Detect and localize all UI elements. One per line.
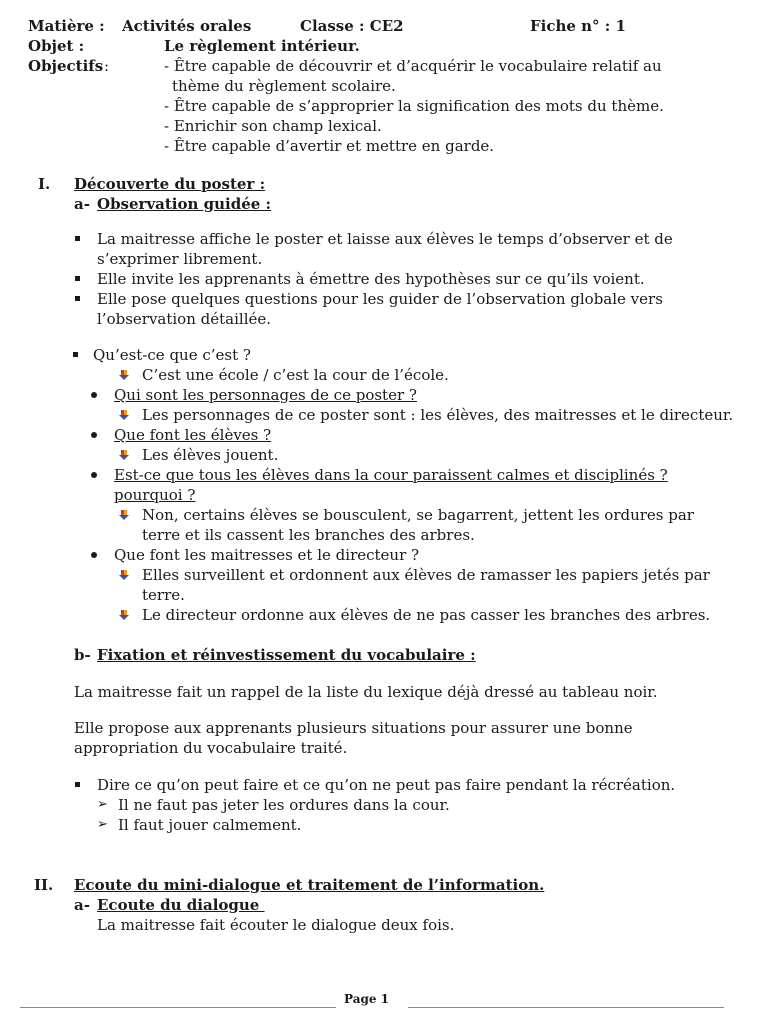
question: Qu’est-ce que c’est ? bbox=[93, 346, 251, 364]
square-bullet-icon bbox=[75, 296, 80, 301]
list-item: l’observation détaillée. bbox=[97, 310, 272, 328]
square-bullet-icon bbox=[75, 276, 80, 281]
answer: Non, certains élèves se bousculent, se bagarrent, jettent les ordures par bbox=[142, 506, 694, 524]
footer-divider bbox=[408, 1007, 724, 1008]
matiere-value: Activités orales bbox=[122, 17, 252, 35]
down-arrow-icon bbox=[118, 569, 130, 581]
square-bullet-icon bbox=[73, 352, 78, 357]
objectif-line: - Enrichir son champ lexical. bbox=[164, 117, 382, 135]
fiche-number: Fiche n° : 1 bbox=[530, 17, 626, 35]
page-number: Page 1 bbox=[344, 992, 390, 1006]
matiere-label: Matière : bbox=[28, 17, 105, 35]
paragraph: Elle propose aux apprenants plusieurs situations pour assurer une bonne bbox=[74, 719, 633, 737]
question: Que font les élèves ? bbox=[114, 426, 272, 444]
list-item: s’exprimer librement. bbox=[97, 250, 263, 268]
paragraph: La maitresse fait un rappel de la liste du lexique déjà dressé au tableau noir. bbox=[74, 683, 658, 701]
subsection-a-title: Ecoute du dialogue bbox=[97, 896, 265, 914]
question: pourquoi ? bbox=[114, 486, 196, 504]
classe: Classe : CE2 bbox=[300, 17, 404, 35]
objet-label: Objet : bbox=[28, 37, 85, 55]
subsection-a-title: Observation guidée : bbox=[97, 195, 272, 213]
square-bullet-icon bbox=[75, 782, 80, 787]
question: Est-ce que tous les élèves dans la cour paraissent calmes et disciplinés ? bbox=[114, 466, 668, 484]
question: Que font les maitresses et le directeur ? bbox=[114, 546, 420, 564]
list-item: La maitresse affiche le poster et laisse aux élèves le temps d’observer et de bbox=[97, 230, 673, 248]
section-1-number: I. bbox=[38, 175, 51, 193]
objectif-line: thème du règlement scolaire. bbox=[172, 77, 396, 95]
objectifs-label: Objectifs bbox=[28, 57, 104, 75]
paragraph: appropriation du vocabulaire traité. bbox=[74, 739, 348, 757]
round-bullet-icon bbox=[91, 552, 97, 558]
subsection-b-title: Fixation et réinvestissement du vocabulaire : bbox=[97, 646, 476, 664]
answer: Les personnages de ce poster sont : les élèves, des maitresses et le directeur. bbox=[142, 406, 734, 424]
list-item: Elle invite les apprenants à émettre des hypothèses sur ce qu’ils voient. bbox=[97, 270, 645, 288]
objectif-line: - Être capable d’avertir et mettre en garde. bbox=[164, 137, 495, 155]
footer-divider bbox=[20, 1007, 336, 1008]
rule-item: Il ne faut pas jeter les ordures dans la cour. bbox=[118, 796, 450, 814]
rule-item: Il faut jouer calmement. bbox=[118, 816, 302, 834]
down-arrow-icon bbox=[118, 509, 130, 521]
square-bullet-icon bbox=[75, 236, 80, 241]
round-bullet-icon bbox=[91, 432, 97, 438]
round-bullet-icon bbox=[91, 472, 97, 478]
section-2-number: II. bbox=[34, 876, 54, 894]
down-arrow-icon bbox=[118, 409, 130, 421]
answer: terre et ils cassent les branches des arbres. bbox=[142, 526, 475, 544]
list-item: Elle pose quelques questions pour les guider de l’observation globale vers bbox=[97, 290, 663, 308]
down-arrow-icon bbox=[118, 609, 130, 621]
subsection-b-number: b- bbox=[74, 646, 91, 664]
list-item: Dire ce qu’on peut faire et ce qu’on ne peut pas faire pendant la récréation. bbox=[97, 776, 676, 794]
section-1-title: Découverte du poster : bbox=[74, 175, 266, 193]
objectif-line: - Être capable de s’approprier la signification des mots du thème. bbox=[164, 97, 664, 115]
answer: Elles surveillent et ordonnent aux élèves de ramasser les papiers jetés par bbox=[142, 566, 710, 584]
chevron-right-icon: ➢ bbox=[97, 797, 108, 812]
down-arrow-icon bbox=[118, 449, 130, 461]
section-2-title: Ecoute du mini-dialogue et traitement de l’information. bbox=[74, 876, 545, 894]
chevron-right-icon: ➢ bbox=[97, 817, 108, 832]
objectif-line: - Être capable de découvrir et d’acquérir le vocabulaire relatif au bbox=[164, 57, 662, 75]
paragraph: La maitresse fait écouter le dialogue deux fois. bbox=[97, 916, 455, 934]
answer: Les élèves jouent. bbox=[142, 446, 279, 464]
answer: C’est une école / c’est la cour de l’école. bbox=[142, 366, 449, 384]
subsection-a-number: a- bbox=[74, 195, 90, 213]
subsection-a-number: a- bbox=[74, 896, 90, 914]
objet-value: Le règlement intérieur. bbox=[164, 37, 360, 55]
answer: terre. bbox=[142, 586, 185, 604]
objectifs-colon: : bbox=[104, 57, 110, 75]
down-arrow-icon bbox=[118, 369, 130, 381]
question: Qui sont les personnages de ce poster ? bbox=[114, 386, 417, 404]
answer: Le directeur ordonne aux élèves de ne pas casser les branches des arbres. bbox=[142, 606, 711, 624]
round-bullet-icon bbox=[91, 392, 97, 398]
